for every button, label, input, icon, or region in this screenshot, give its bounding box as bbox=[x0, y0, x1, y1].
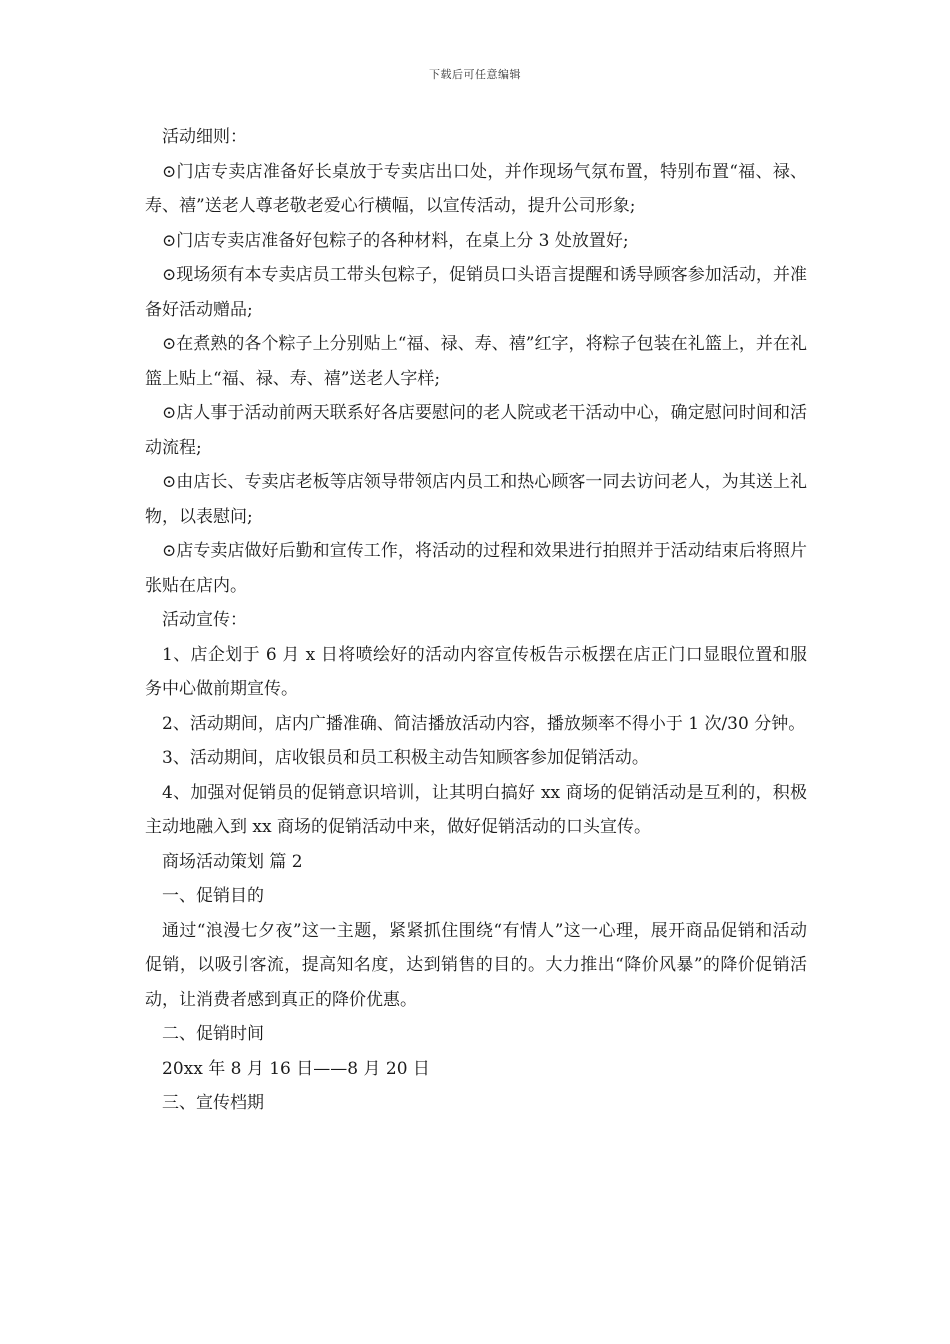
section-heading-time: 二、促销时间 bbox=[162, 1024, 264, 1044]
rule-item: ⊙现场须有本专卖店员工带头包粽子，促销员口头语言提醒和诱导顾客参加活动，并准备好活动赠品; bbox=[145, 265, 807, 320]
section-heading-schedule: 三、宣传档期 bbox=[162, 1093, 264, 1113]
chapter-title: 商场活动策划 篇 2 bbox=[162, 851, 303, 872]
promotion-item: 3、活动期间，店收银员和员工积极主动告知顾客参加促销活动。 bbox=[162, 748, 649, 768]
rule-item: ⊙店专卖店做好后勤和宣传工作，将活动的过程和效果进行拍照并于活动结束后将照片张贴在店内。 bbox=[145, 541, 807, 596]
page-header-note: 下载后可任意编辑 bbox=[429, 68, 521, 81]
section-heading-activity-rules: 活动细则： bbox=[162, 127, 247, 147]
time-range: 20xx 年 8 月 16 日——8 月 20 日 bbox=[162, 1058, 430, 1079]
promotion-item: 2、活动期间，店内广播准确、简洁播放活动内容，播放频率不得小于 1 次/30 分钟。 bbox=[162, 713, 806, 734]
promotion-item: 1、店企划于 6 月 x 日将喷绘好的活动内容宣传板告示板摆在店正门口显眼位置和服务中心做前期宣传。 bbox=[145, 644, 807, 699]
section-heading-promotion: 活动宣传： bbox=[162, 610, 247, 630]
rule-item: ⊙在煮熟的各个粽子上分别贴上“福、禄、寿、禧”红字，将粽子包装在礼篮上，并在礼篮上贴上“福、禄、寿、禧”送老人字样; bbox=[145, 334, 807, 389]
rule-item: ⊙由店长、专卖店老板等店领导带领店内员工和热心顾客一同去访问老人，为其送上礼物，以表慰问; bbox=[145, 472, 807, 527]
promotion-item: 4、加强对促销员的促销意识培训，让其明白搞好 xx 商场的促销活动是互利的，积极主动地融入到 xx 商场的促销活动中来，做好促销活动的口头宣传。 bbox=[145, 782, 807, 837]
rule-item: ⊙门店专卖店准备好长桌放于专卖店出口处，并作现场气氛布置，特别布置“福、禄、寿、禧”送老人尊老敬老爱心行横幅，以宣传活动，提升公司形象; bbox=[145, 161, 807, 216]
rule-item: ⊙店人事于活动前两天联系好各店要慰问的老人院或老干活动中心，确定慰问时间和活动流程; bbox=[145, 403, 807, 458]
document-body bbox=[145, 120, 807, 1121]
section-heading-purpose: 一、促销目的 bbox=[162, 886, 264, 906]
purpose-paragraph: 通过“浪漫七夕夜”这一主题，紧紧抓住围绕“有情人”这一心理，展开商品促销和活动促销，以吸引客流，提高知名度，达到销售的目的。大力推出“降价风暴”的降价促销活动，让消费者感到真正的降价优惠。 bbox=[145, 920, 807, 1010]
rule-item: ⊙门店专卖店准备好包粽子的各种材料，在桌上分 3 处放置好; bbox=[162, 230, 629, 251]
